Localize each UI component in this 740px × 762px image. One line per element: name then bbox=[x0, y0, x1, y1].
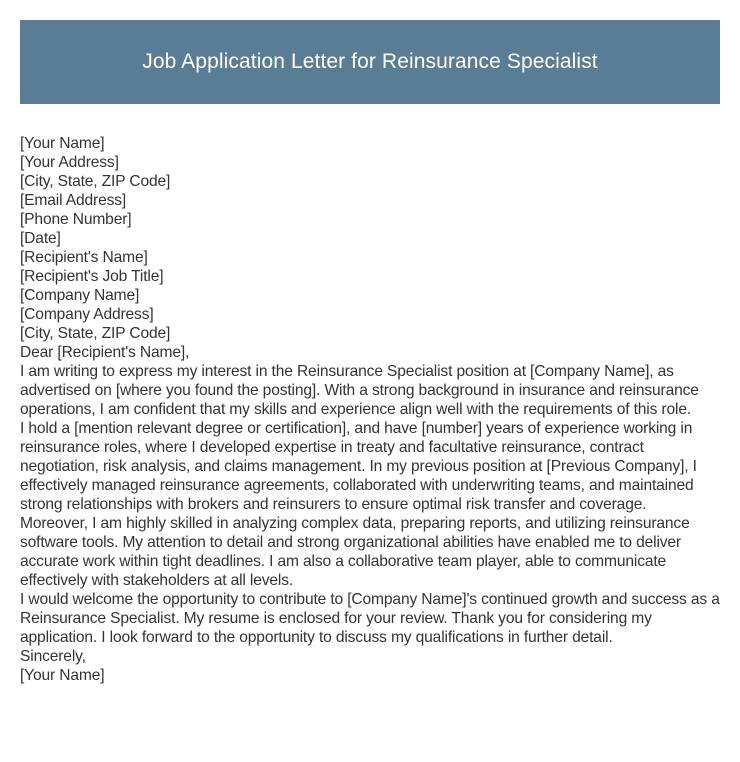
recipient-name: [Recipient's Name] bbox=[20, 249, 148, 266]
body-paragraph-4: I would welcome the opportunity to contribute to [Company Name]'s continued growth and success as a Reinsurance Specialist. My resume is enclosed for your review. Thank you for considering my application. I look forward to the opportunity to discuss my qualifications in further detail. bbox=[20, 591, 720, 646]
body-paragraph-2: I hold a [mention relevant degree or certification], and have [number] years of experience working in reinsurance roles, where I developed expertise in treaty and facultative reinsurance, contract negotiation, risk analysis, and claims management. In my previous position at [Previous Company], I effectively managed reinsurance agreements, collaborated with underwriting teams, and maintained strong relationships with brokers and reinsurers to ensure optimal risk transfer and coverage. bbox=[20, 420, 697, 513]
signature: [Your Name] bbox=[20, 667, 105, 684]
recipient-company: [Company Name] bbox=[20, 287, 140, 304]
body-paragraph-1: I am writing to express my interest in the Reinsurance Specialist position at [Company Name], as advertised on [where you found the posting]. With a strong background in insurance and reinsurance operations, I am confident that my skills and experience align well with the requirements of this role. bbox=[20, 363, 699, 418]
sender-city-state-zip: [City, State, ZIP Code] bbox=[20, 173, 171, 190]
sender-address: [Your Address] bbox=[20, 154, 119, 171]
sender-name: [Your Name] bbox=[20, 135, 105, 152]
title-banner bbox=[20, 20, 720, 104]
page-title: Job Application Letter for Reinsurance Specialist bbox=[142, 50, 598, 73]
recipient-city-state-zip: [City, State, ZIP Code] bbox=[20, 325, 171, 342]
sender-email: [Email Address] bbox=[20, 192, 127, 209]
salutation: Dear [Recipient's Name], bbox=[20, 344, 190, 361]
letter-date: [Date] bbox=[20, 230, 61, 247]
recipient-address: [Company Address] bbox=[20, 306, 154, 323]
sender-phone: [Phone Number] bbox=[20, 211, 132, 228]
recipient-job-title: [Recipient's Job Title] bbox=[20, 268, 164, 285]
closing: Sincerely, bbox=[20, 648, 86, 665]
letter-body bbox=[20, 134, 722, 685]
body-paragraph-3: Moreover, I am highly skilled in analyzing complex data, preparing reports, and utilizing reinsurance software tools. My attention to detail and strong organizational abilities have enabled me to deliver accurate work within tight deadlines. I am also a collaborative team player, able to communicate effectively with stakeholders at all levels. bbox=[20, 515, 690, 589]
